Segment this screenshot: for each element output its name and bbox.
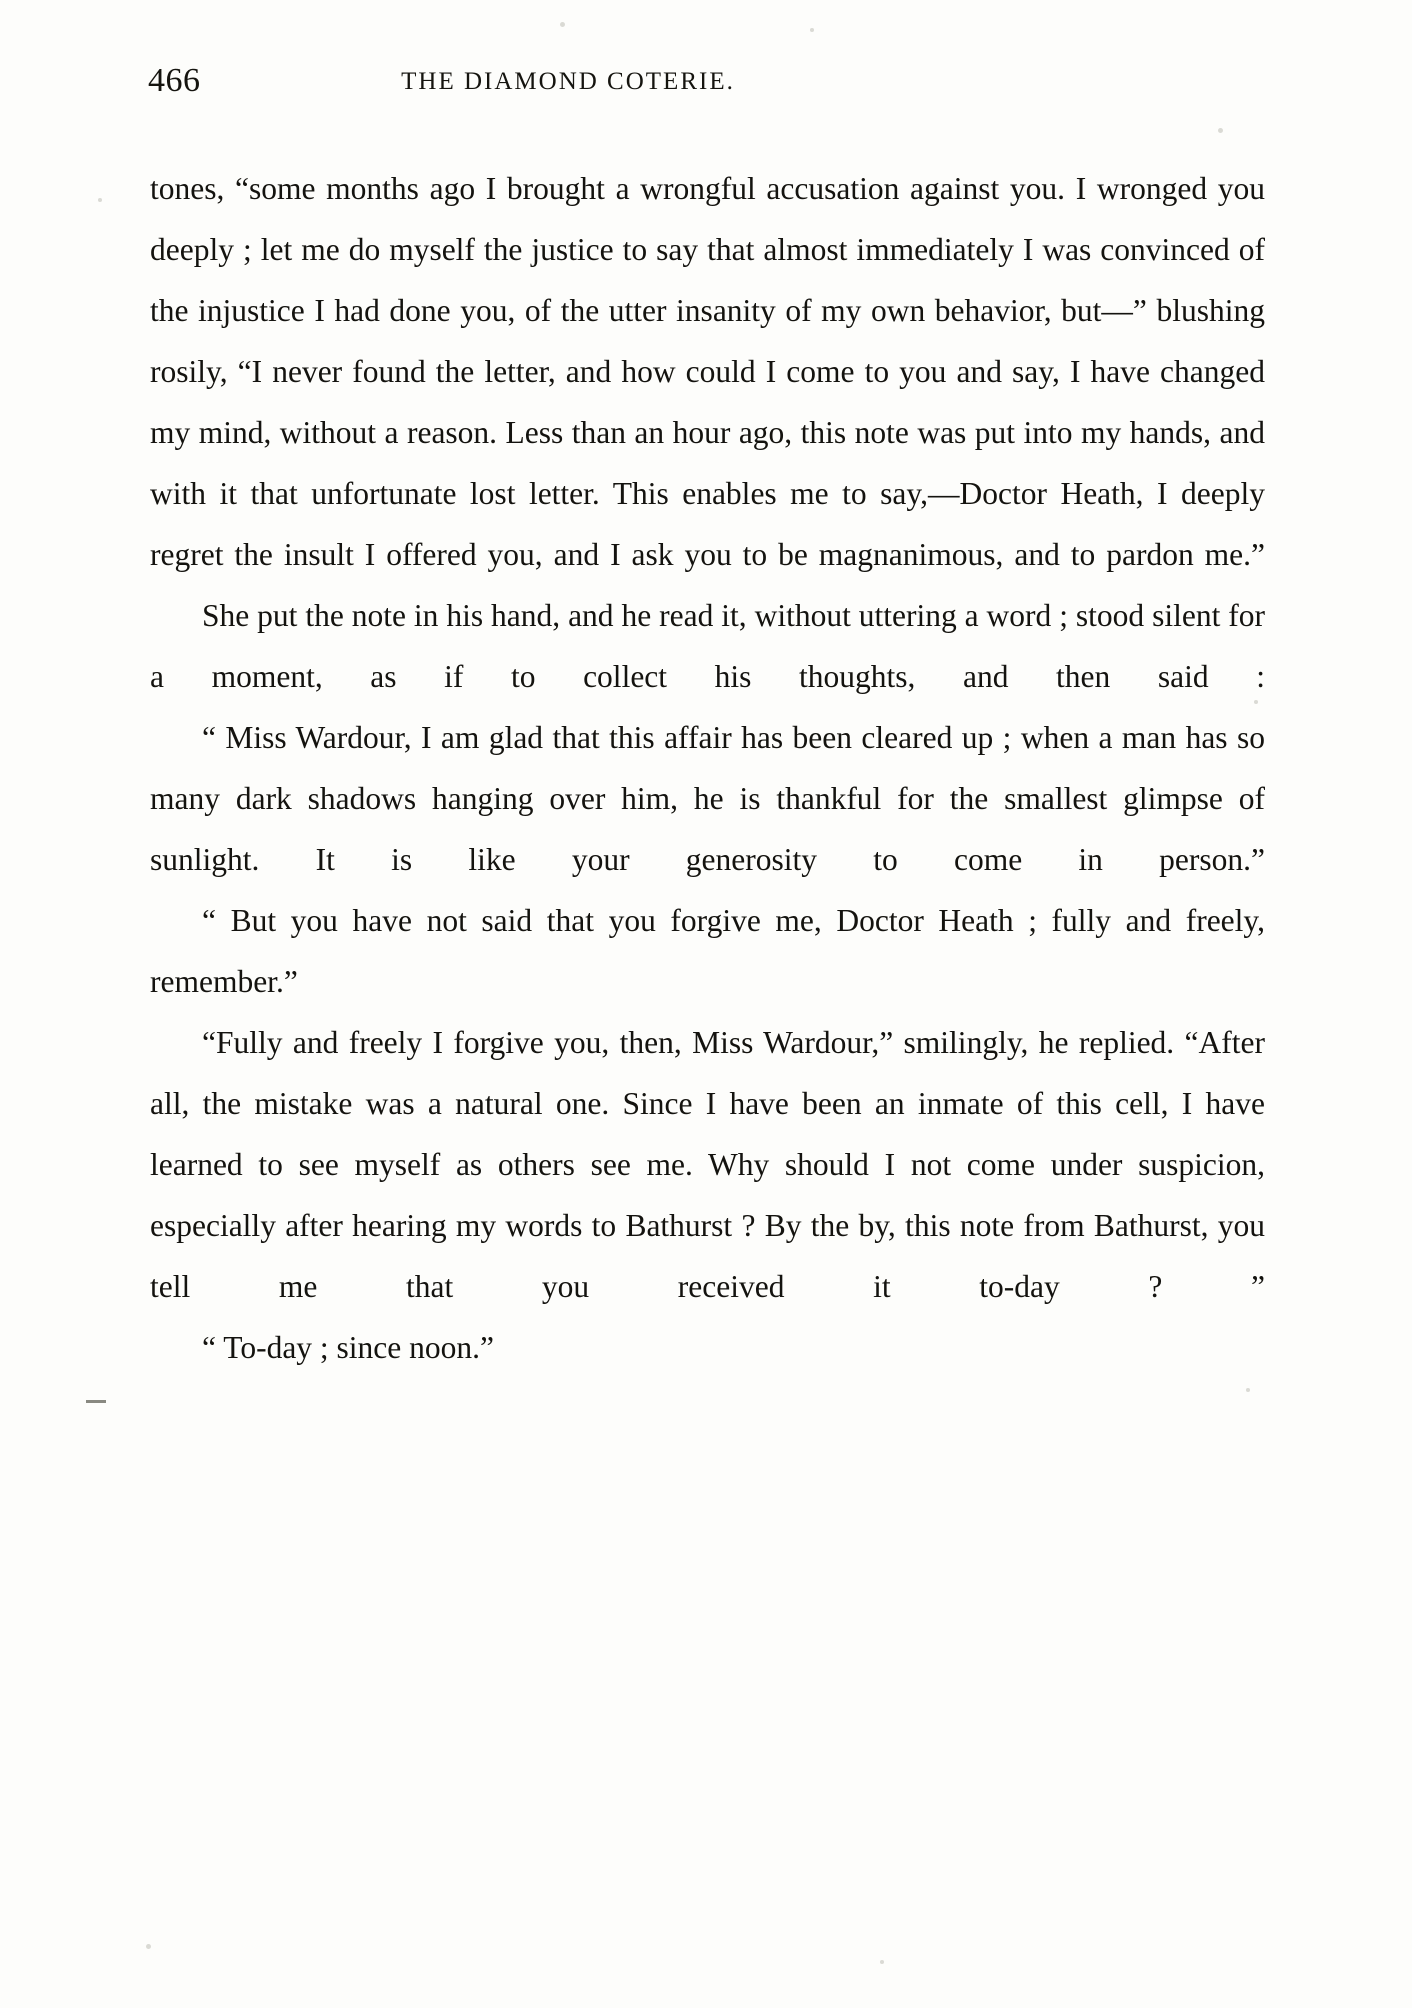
scan-speck: [98, 198, 102, 202]
scan-speck: [560, 22, 565, 27]
page-number: 466: [148, 62, 201, 99]
paragraph-6: “ To-day ; since noon.”: [202, 1330, 495, 1365]
scan-speck: [1246, 1388, 1250, 1392]
scan-speck: [880, 1960, 884, 1964]
scan-speck: [1218, 128, 1223, 133]
scan-speck: [810, 28, 814, 32]
page-body: [150, 158, 1265, 1378]
scan-speck: [146, 1944, 151, 1949]
page-header: [148, 62, 1268, 102]
paragraph-3: “ Miss Wardour, I am glad that this affair has been cleared up ; when a man has so many dark shadows hanging over him, he is thankful for the smallest glimpse of sunlight. It is like your generosity to come in person.”: [150, 720, 1265, 877]
paragraph-1: tones, “some months ago I brought a wrongful accusation against you. I wronged you deeply ; let me do myself the justice to say that almost immediately I was convinced of the injustice I had done you, of the utter insanity of my own behavior, but—” blushing rosily, “I never found the letter, and how could I come to you and say, I have changed my mind, without a reason. Less than an hour ago, this note was put into my hands, and with it that unfortunate lost letter. This enables me to say,—Doctor Heath, I deeply regret the insult I offered you, and I ask you to be magnanimous, and to pardon me.”: [150, 171, 1265, 572]
margin-dash-mark: [86, 1400, 106, 1403]
scan-speck: [1254, 700, 1258, 704]
paragraph-2: She put the note in his hand, and he read it, without uttering a word ; stood silent for a moment, as if to collect his thoughts, and then said :: [150, 598, 1265, 694]
running-title: THE DIAMOND COTERIE.: [401, 68, 735, 95]
paragraph-4: “ But you have not said that you forgive me, Doctor Heath ; fully and freely, remember.”: [150, 903, 1265, 999]
paragraph-5: “Fully and freely I forgive you, then, Miss Wardour,” smilingly, he replied. “After all, the mistake was a natural one. Since I have been an inmate of this cell, I have learned to see myself as others see me. Why should I not come under suspicion, especially after hearing my words to Bathurst ? By the by, this note from Bathurst, you tell me that you received it to-day ? ”: [150, 1025, 1265, 1304]
